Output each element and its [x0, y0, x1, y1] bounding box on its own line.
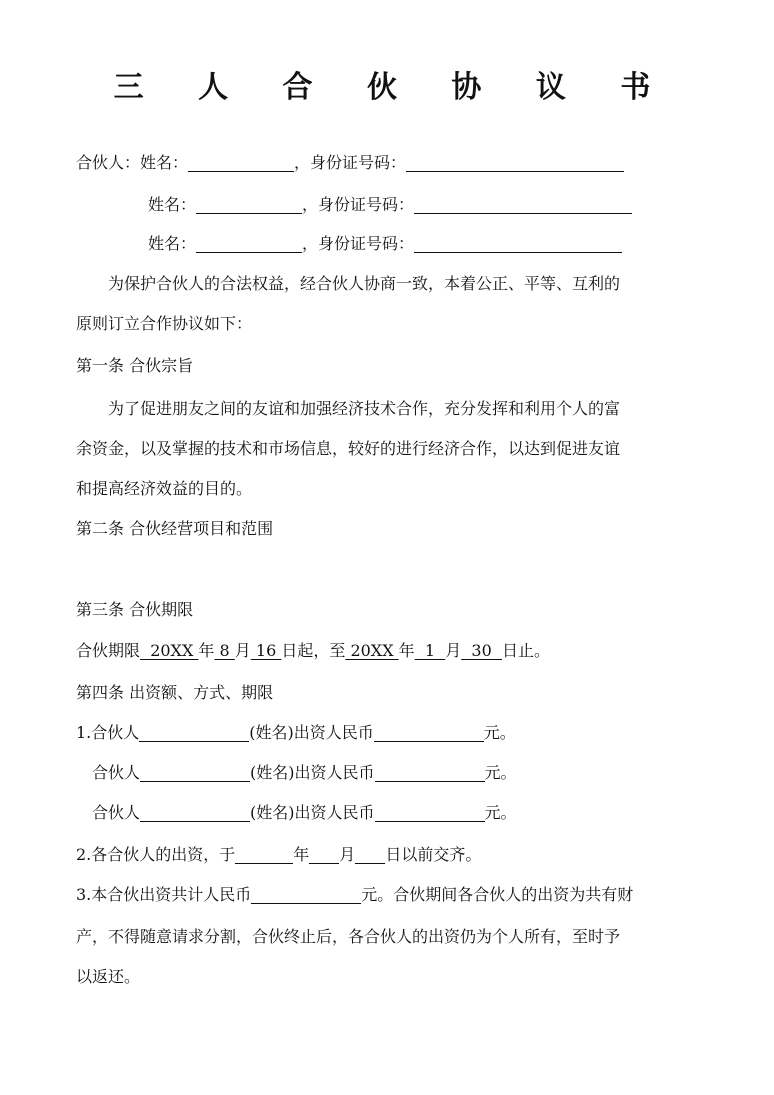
amount-blank	[374, 723, 484, 742]
month-char: 月	[445, 641, 462, 660]
deadline-month-blank	[309, 845, 339, 864]
end-day: 30	[461, 641, 502, 660]
name-label: 姓名：	[148, 234, 197, 253]
start-day: 16	[250, 641, 282, 660]
contrib-mid: (姓名)出资人民币	[250, 763, 375, 782]
contribution-row-2	[0, 761, 774, 785]
total-amount-blank	[251, 885, 361, 904]
unit: 元。	[484, 763, 517, 782]
year-char: 年	[293, 845, 310, 864]
contribution-row-1	[0, 721, 774, 745]
partner-word: 合伙人	[92, 763, 141, 782]
end-month: 1	[414, 641, 446, 660]
end-text: 日止。	[501, 641, 550, 660]
deadline-year-blank	[235, 845, 293, 864]
start-year: 20XX	[140, 641, 199, 660]
item-number: 1.	[76, 723, 92, 742]
contrib-mid: (姓名)出资人民币	[250, 803, 375, 822]
year-char: 年	[398, 641, 415, 660]
document-title: 三 人 合 伙 协 议 书	[113, 70, 673, 105]
total-contribution-line-1	[0, 883, 774, 907]
deadline-day-blank	[355, 845, 385, 864]
month-char: 月	[339, 845, 356, 864]
article-1-line-2: 余资金，以及掌握的技术和市场信息，较好的进行经济合作，以达到促进友谊	[76, 439, 621, 458]
id-blank	[414, 234, 622, 253]
name-blank	[196, 234, 302, 253]
article-1-line-1: 为了促进朋友之间的友谊和加强经济技术合作，充分发挥和利用个人的富	[108, 399, 621, 418]
contribution-row-3	[0, 801, 774, 825]
partner-name-blank	[139, 723, 249, 742]
amount-blank	[375, 763, 485, 782]
id-label: ，身份证号码：	[294, 153, 407, 172]
total-text-cont: 元。合伙期间各合伙人的出资为共有财	[361, 885, 634, 904]
partner-name-blank	[140, 763, 250, 782]
name-label: 姓名：	[140, 153, 189, 172]
preamble-line-1: 为保护合伙人的合法权益，经合伙人协商一致，本着公正、平等、互利的	[108, 274, 621, 293]
end-year: 20XX	[345, 641, 399, 660]
name-label: 姓名：	[148, 195, 197, 214]
unit: 元。	[484, 803, 517, 822]
unit: 元。	[483, 723, 516, 742]
month-char: 月	[234, 641, 251, 660]
partner-row-3	[0, 232, 774, 256]
contribution-deadline-line	[0, 843, 774, 867]
year-char: 年	[198, 641, 215, 660]
name-blank	[188, 153, 294, 172]
deadline-text: 2.各合伙人的出资，于	[76, 845, 236, 864]
id-blank	[414, 195, 632, 214]
total-text: 3.本合伙出资共计人民币	[76, 885, 252, 904]
day-start-text: 日起，至	[281, 641, 346, 660]
preamble-line-2: 原则订立合作协议如下：	[76, 314, 253, 333]
id-label: ，身份证号码：	[302, 234, 415, 253]
partner-word: 合伙人	[92, 803, 141, 822]
name-blank	[196, 195, 302, 214]
article-1-heading: 第一条 合伙宗旨	[76, 356, 194, 375]
partners-label: 合伙人：	[76, 153, 141, 172]
deadline-end: 日以前交齐。	[385, 845, 482, 864]
partner-word: 合伙人	[91, 723, 140, 742]
article-3-heading: 第三条 合伙期限	[76, 600, 194, 619]
partnership-term-line	[0, 639, 774, 663]
term-prefix: 合伙期限	[76, 641, 141, 660]
article-2-heading: 第二条 合伙经营项目和范围	[76, 519, 274, 538]
partner-row-2	[0, 193, 774, 217]
article-1-line-3: 和提高经济效益的目的。	[76, 479, 253, 498]
total-contribution-line-2: 产，不得随意请求分割，合伙终止后，各合伙人的出资仍为个人所有，至时予	[76, 927, 621, 946]
article-4-heading: 第四条 出资额、方式、期限	[76, 683, 274, 702]
start-month: 8	[214, 641, 235, 660]
amount-blank	[375, 803, 485, 822]
total-contribution-line-3: 以返还。	[76, 967, 141, 986]
partner-name-blank	[140, 803, 250, 822]
id-blank	[406, 153, 624, 172]
id-label: ，身份证号码：	[302, 195, 415, 214]
contrib-mid: (姓名)出资人民币	[249, 723, 374, 742]
partner-row-1	[0, 151, 774, 175]
